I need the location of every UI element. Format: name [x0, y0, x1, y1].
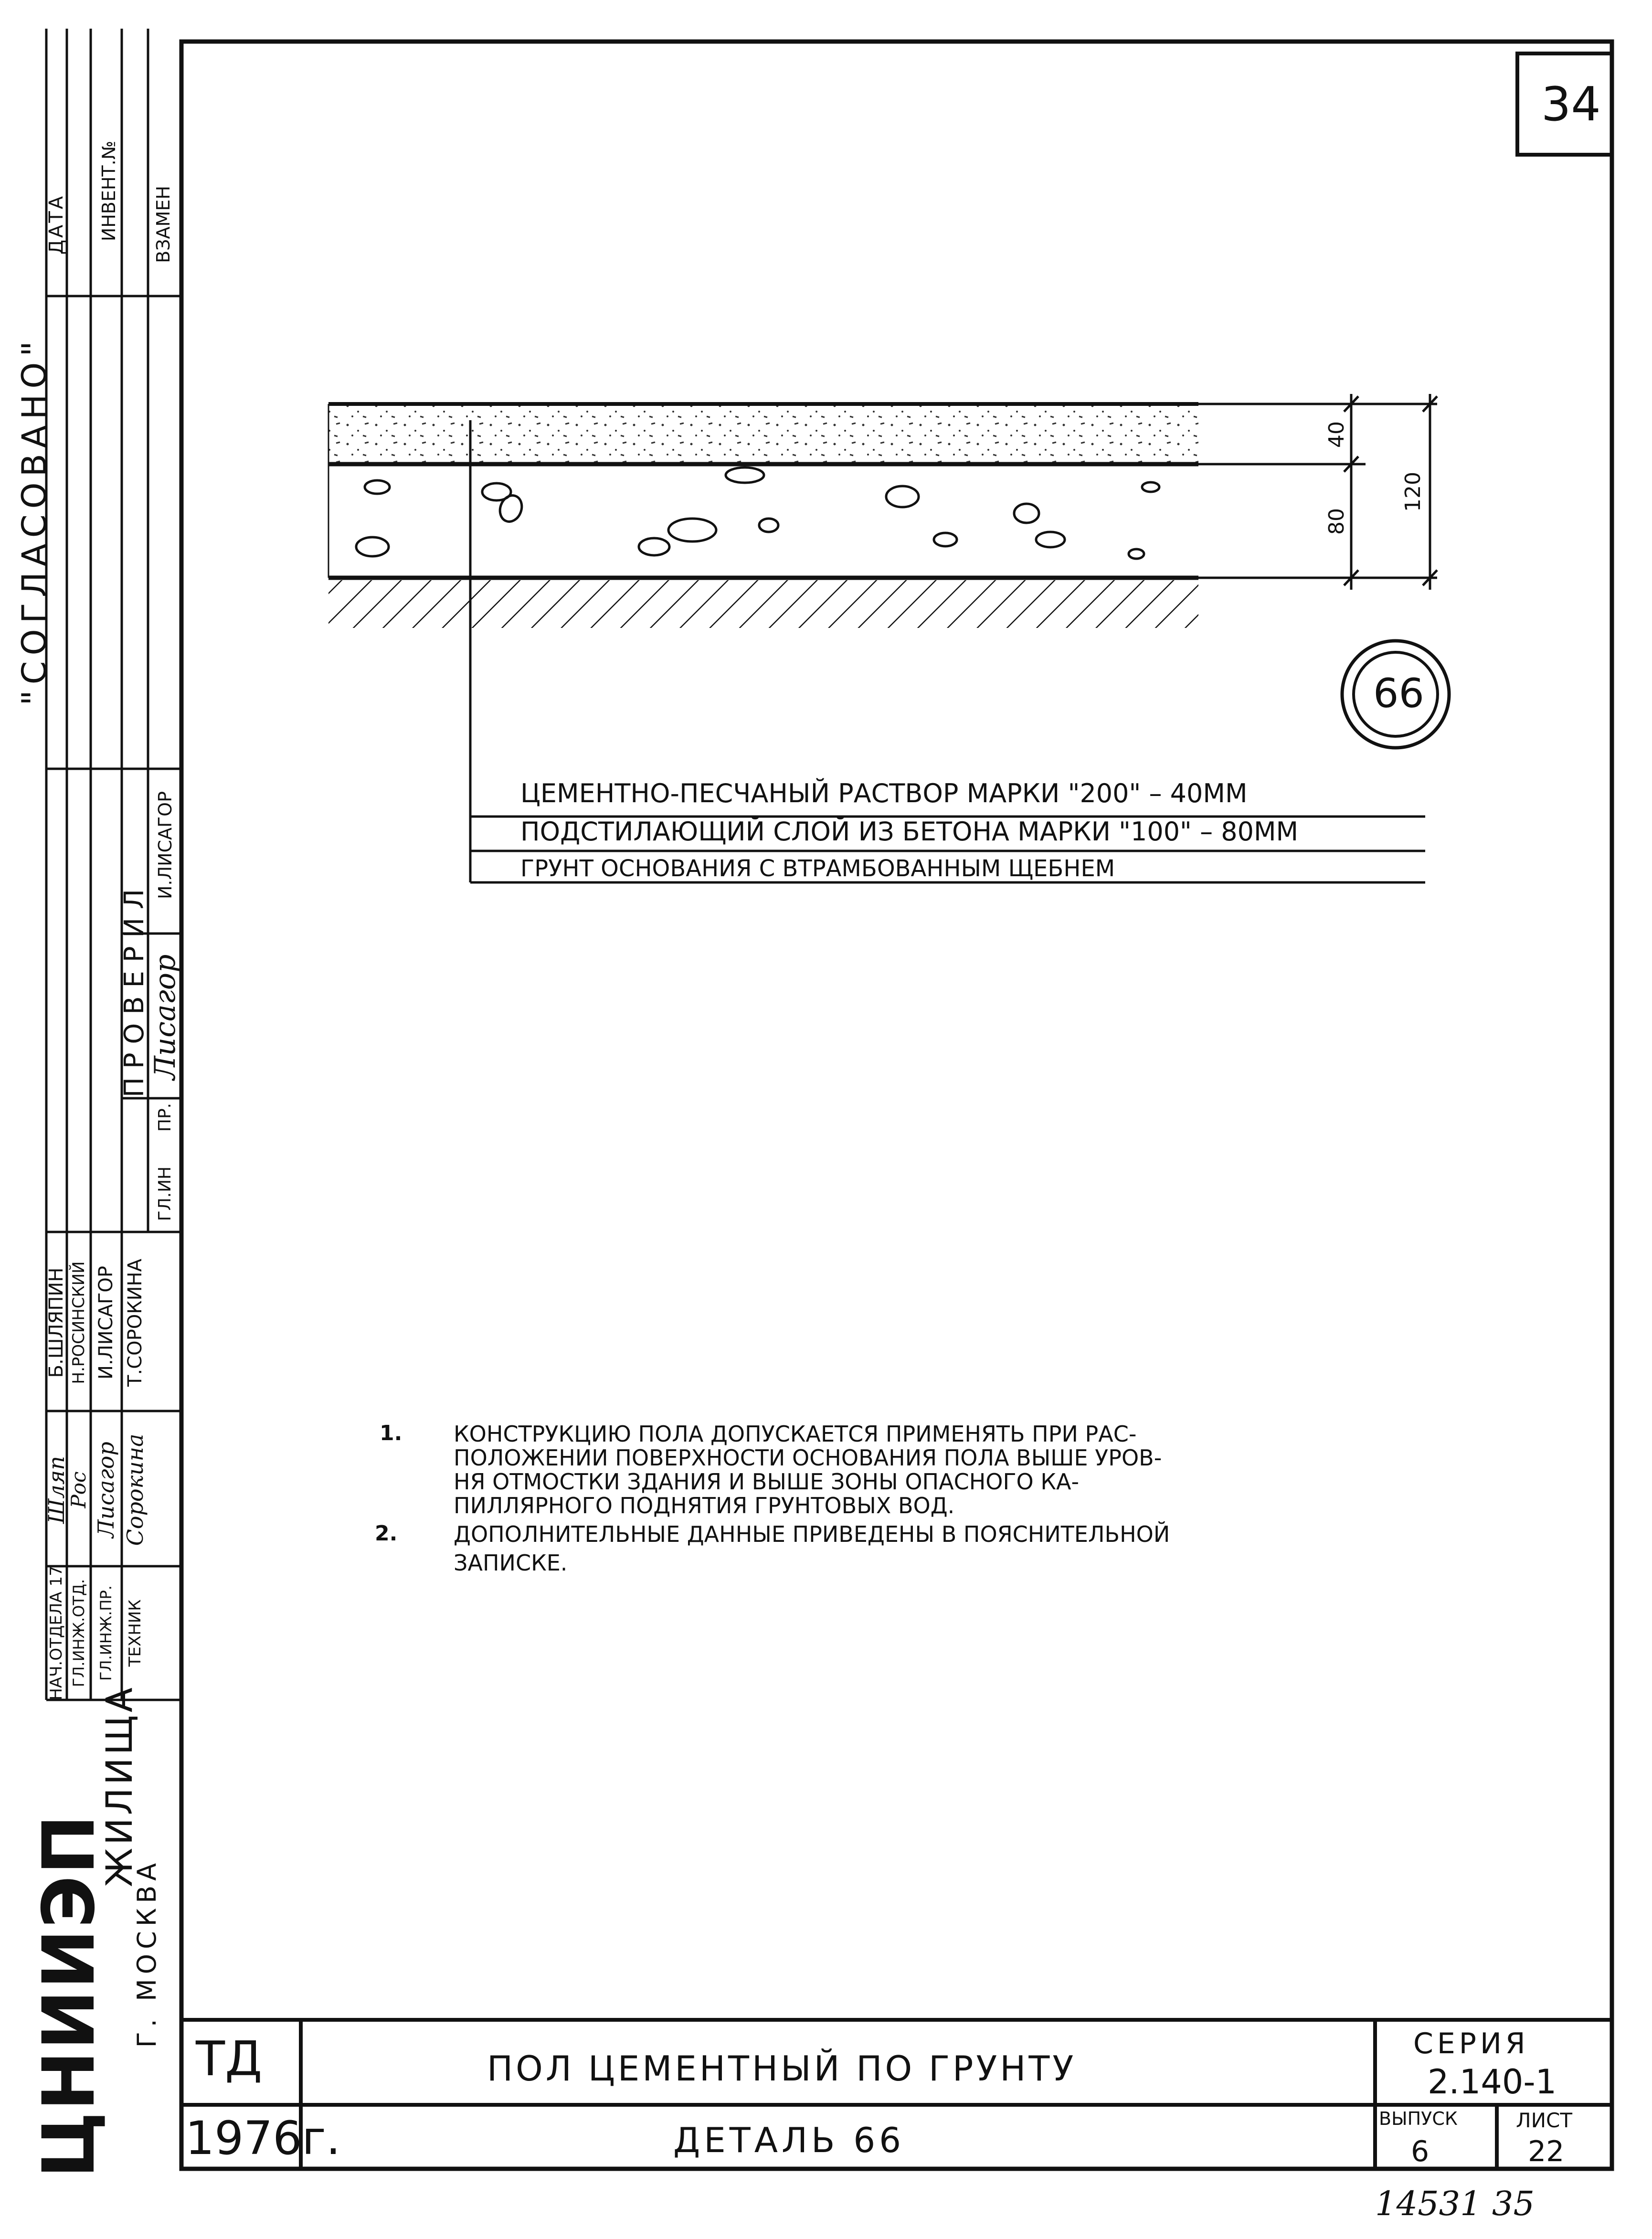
stamp-data-label: ДАТА	[45, 194, 67, 255]
stamp-signer-role: НАЧ.ОТДЕЛА 17	[47, 1566, 66, 1700]
layer-label: ПОДСТИЛАЮЩИЙ СЛОЙ ИЗ БЕТОНА МАРКИ "100" – 80ММ	[520, 817, 1299, 847]
tb-subtitle: ДЕТАЛЬ 66	[673, 2120, 905, 2160]
stamp-signer-role: ГЛ.ИНЖ.ПР.	[97, 1585, 115, 1681]
stamp-soglasovano: "СОГЛАСОВАНО"	[15, 335, 54, 706]
stamp-invent-label: ИНВЕНТ.№	[98, 140, 119, 242]
sheet-frame	[181, 42, 1612, 2169]
tb-list-label: ЛИСТ	[1516, 2109, 1572, 2132]
note-line: ДОПОЛНИТЕЛЬНЫЕ ДАННЫЕ ПРИВЕДЕНЫ В ПОЯСНИТЕЛЬНОЙ	[454, 1521, 1170, 1547]
tb-vypusk-value: 6	[1411, 2135, 1430, 2168]
org-logo: ЦНИИЭП	[28, 1814, 111, 2178]
note-line: КОНСТРУКЦИЮ ПОЛА ДОПУСКАЕТСЯ ПРИМЕНЯТЬ ПРИ РАС-	[454, 1421, 1137, 1447]
stamp-signature: Рос	[67, 1471, 90, 1508]
note-line: ПИЛЛЯРНОГО ПОДНЯТИЯ ГРУНТОВЫХ ВОД.	[454, 1493, 955, 1518]
tb-seria-value: 2.140-1	[1428, 2062, 1557, 2101]
stamp-signer-role: ТЕХНИК	[126, 1599, 145, 1667]
stamp-checker-role-a: ГЛ.ИН	[155, 1166, 175, 1221]
ground-hatch	[328, 580, 1198, 628]
note-number: 1.	[380, 1421, 402, 1445]
bottom-handwritten-number: 14531 35	[1375, 2184, 1535, 2223]
layer-label: ЦЕМЕНТНО-ПЕСЧАНЫЙ РАСТВОР МАРКИ "200" – 40ММ	[520, 778, 1248, 808]
org-logo-suffix: ЖИЛИЩА	[98, 1685, 140, 1887]
screed-layer	[328, 404, 1198, 464]
stamp-proveril: П Р О В Е Р И Л	[119, 889, 150, 1098]
org-city: Г. МОСКВА	[132, 1858, 162, 2048]
tb-vypusk-label: ВЫПУСК	[1379, 2108, 1458, 2129]
stamp-vzamen-label: ВЗАМЕН	[153, 186, 174, 263]
tb-seria-label: СЕРИЯ	[1413, 2027, 1529, 2060]
stamp-signature: Шляп	[43, 1456, 69, 1524]
stamp-signature: Сорокина	[122, 1433, 148, 1546]
concrete-aggregate	[356, 467, 1159, 559]
tb-list-value: 22	[1528, 2135, 1565, 2168]
dim-bottom-label: 80	[1324, 508, 1349, 535]
note-line: НЯ ОТМОСТКИ ЗДАНИЯ И ВЫШЕ ЗОНЫ ОПАСНОГО КА-	[454, 1469, 1080, 1495]
stamp-signer-name: И.ЛИСАГОР	[95, 1266, 117, 1379]
stamp-signer-name: Н.РОСИНСКИЙ	[69, 1261, 88, 1384]
stamp-signer-role: ГЛ.ИНЖ.ОТД.	[70, 1579, 88, 1687]
dim-total-label: 120	[1401, 472, 1425, 512]
tb-td: ТД	[196, 2031, 263, 2087]
stamp-checker-signature: Лисагор	[148, 954, 182, 1080]
stamp-checker-name: И.ЛИСАГОР	[155, 791, 176, 900]
detail-mark: 66	[1373, 670, 1424, 717]
dim-top-label: 40	[1324, 421, 1349, 448]
stamp-signer-name: Б.ШЛЯПИН	[45, 1267, 67, 1378]
stamp-checker-role-b: ПР.	[155, 1103, 175, 1132]
note-line: ЗАПИСКЕ.	[454, 1550, 568, 1576]
note-number: 2.	[375, 1521, 398, 1546]
stamp-signature: Лисагор	[93, 1442, 119, 1538]
layer-label: ГРУНТ ОСНОВАНИЯ С ВТРАМБОВАННЫМ ЩЕБНЕМ	[520, 855, 1115, 882]
tb-year: 1976г.	[185, 2112, 341, 2165]
tb-title: ПОЛ ЦЕМЕНТНЫЙ ПО ГРУНТУ	[487, 2048, 1077, 2089]
stamp-signer-name: Т.СОРОКИНА	[124, 1259, 146, 1387]
sheet-corner-number: 34	[1541, 77, 1601, 132]
note-line: ПОЛОЖЕНИИ ПОВЕРХНОСТИ ОСНОВАНИЯ ПОЛА ВЫШЕ УРОВ-	[454, 1445, 1162, 1471]
